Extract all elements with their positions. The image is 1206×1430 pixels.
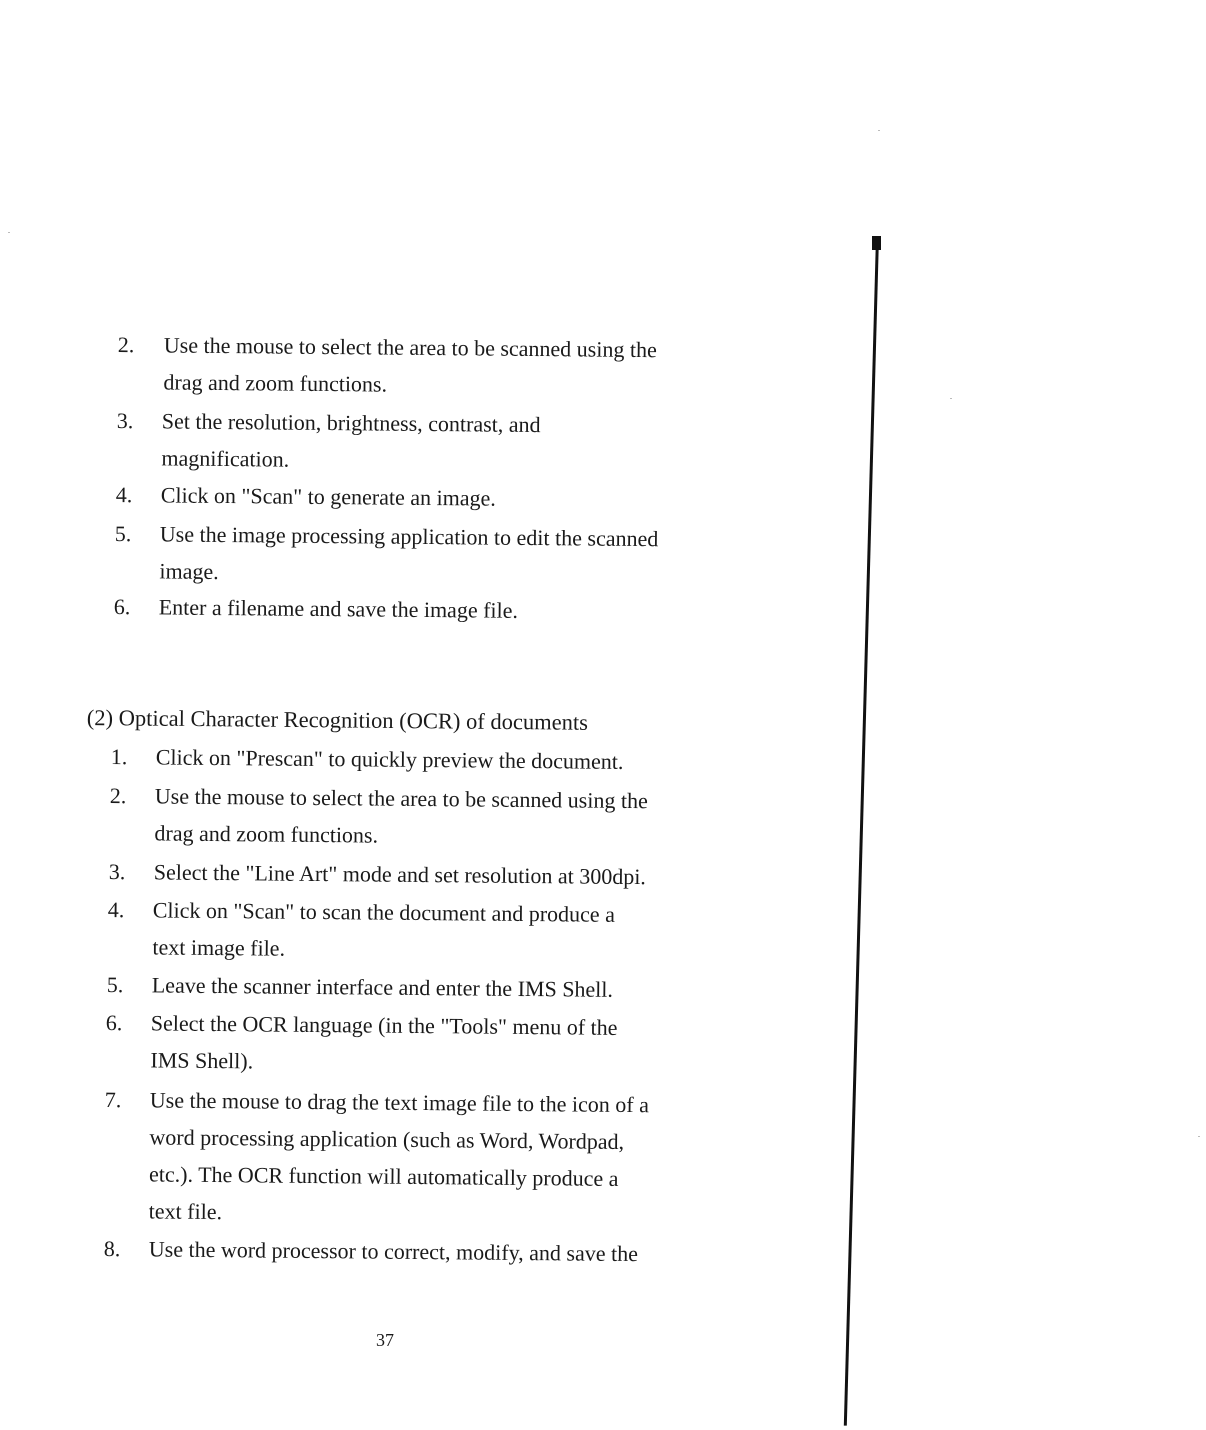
item-line: Enter a filename and save the image file. — [158, 594, 519, 623]
item-line: Click on "Prescan" to quickly preview the document. — [155, 744, 624, 774]
item-number: 1. — [110, 743, 128, 770]
item-line: Use the image processing application to edit the scanned — [159, 521, 659, 552]
item-number: 5. — [114, 520, 132, 547]
scan-speck — [1198, 1136, 1200, 1137]
item-line: etc.). The OCR function will automatically produce a — [148, 1161, 619, 1191]
section-heading: (2) Optical Character Recognition (OCR) of documents — [86, 705, 589, 735]
item-line: drag and zoom functions. — [163, 369, 388, 397]
item-line: Use the mouse to select the area to be scanned using the — [154, 783, 648, 814]
item-line: Click on "Scan" to scan the document and produce a — [152, 897, 616, 927]
item-line: drag and zoom functions. — [154, 820, 379, 848]
item-line: Click on "Scan" to generate an image. — [160, 482, 496, 511]
item-number: 2. — [109, 782, 127, 809]
item-number: 2. — [117, 331, 135, 358]
item-line: image. — [159, 558, 219, 584]
item-line: Use the word processor to correct, modify, and save the — [148, 1236, 639, 1267]
item-line: Leave the scanner interface and enter the IMS Shell. — [151, 972, 614, 1002]
item-line: Select the "Line Art" mode and set resolution at 300dpi. — [153, 859, 646, 890]
page-number: 37 — [376, 1330, 394, 1350]
item-number: 5. — [106, 971, 124, 998]
item-line: IMS Shell). — [150, 1047, 254, 1074]
item-number: 6. — [105, 1009, 123, 1036]
scan-speck — [878, 130, 880, 131]
item-line: word processing application (such as Word, Wordpad, — [149, 1124, 625, 1154]
item-line: Use the mouse to drag the text image file to the icon of a — [149, 1087, 650, 1118]
item-line: Use the mouse to select the area to be scanned using the — [163, 332, 657, 363]
item-number: 3. — [108, 858, 126, 885]
item-number: 6. — [113, 593, 131, 620]
item-number: 3. — [116, 407, 134, 434]
scan-edge-line — [844, 236, 879, 1426]
item-number: 7. — [104, 1086, 122, 1113]
item-line: text file. — [148, 1198, 223, 1225]
item-line: Set the resolution, brightness, contrast, and — [161, 408, 541, 438]
item-number: 4. — [115, 481, 133, 508]
item-number: 8. — [103, 1235, 121, 1262]
item-line: text image file. — [152, 934, 286, 961]
scan-speck — [950, 398, 952, 399]
item-line: Select the OCR language (in the "Tools" menu of the — [150, 1010, 618, 1040]
scan-speck — [8, 232, 10, 233]
scan-edge-mark — [872, 236, 881, 250]
item-line: magnification. — [161, 445, 290, 472]
item-number: 4. — [107, 896, 125, 923]
